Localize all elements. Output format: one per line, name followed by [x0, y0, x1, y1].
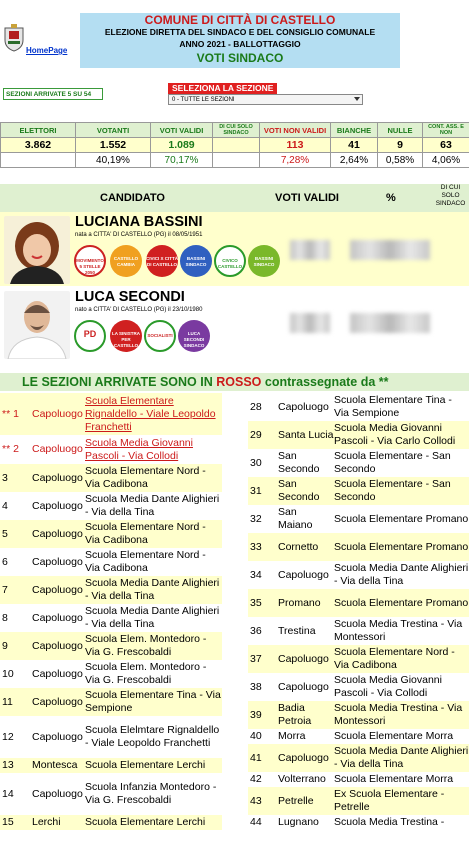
candidate-name: LUCIANA BASSINI [75, 214, 203, 230]
section-school: Scuola Media Trestina - [334, 816, 445, 828]
section-number: 34 [250, 568, 262, 581]
section-locality: San Maiano [278, 506, 313, 531]
comune-title: COMUNE DI CITTÀ DI CASTELLO [144, 13, 336, 27]
section-school: Scuola Infanzia Montedoro - Via G. Frescobaldi [85, 781, 217, 806]
stats-pct-solo-sindaco [213, 153, 260, 168]
section-locality: Capoluogo [32, 611, 83, 624]
section-school: Scuola Elelmtare Rignaldello - Viale Leopoldo Franchetti [85, 724, 220, 749]
section-number: 38 [250, 680, 262, 693]
section-row[interactable] [0, 632, 222, 660]
section-school: Scuola Media Dante Alighieri - Via della Tina [85, 605, 220, 630]
section-locality: Capoluogo [278, 400, 329, 413]
section-school: Scuola Elementare Morra [334, 730, 454, 742]
sections-legend-part3: contrassegnate da ** [261, 375, 389, 389]
section-locality: Lerchi [32, 815, 85, 830]
section-locality: Capoluogo [32, 520, 85, 548]
party-logo-m5s: MOVIMENTO 5 STELLE 2050 [74, 245, 106, 277]
section-row[interactable] [0, 716, 222, 758]
stats-pct-elettori [1, 153, 76, 168]
section-school: Scuola Elementare Lerchi [85, 815, 222, 830]
candidates-header-solo-sindaco: DI CUI SOLO SINDACO [435, 184, 466, 207]
section-row[interactable] [248, 645, 469, 673]
section-locality: Petrelle [278, 787, 334, 815]
section-number: 41 [248, 744, 278, 772]
votes-value-blurred [290, 240, 330, 260]
section-number: 11 [0, 688, 32, 716]
section-locality: Capoluogo [32, 730, 83, 743]
section-school: Scuola Elementare Tina - Via Sempione [334, 394, 452, 419]
party-logo-pd: PD [74, 320, 106, 352]
section-row[interactable] [248, 589, 469, 617]
section-number: 10 [2, 667, 14, 680]
section-school: Ex Scuola Elementare - Petrelle [334, 787, 469, 815]
election-year: ANNO 2021 - BALLOTTAGGIO [179, 39, 301, 49]
section-number: 40 [250, 730, 262, 742]
percent-value-blurred [350, 240, 430, 260]
section-locality: Capoluogo [32, 393, 85, 435]
section-number: 7 [0, 576, 32, 604]
section-locality: Lugnano [278, 816, 319, 828]
section-row[interactable] [0, 464, 222, 492]
section-number: 30 [250, 456, 262, 469]
section-row[interactable] [0, 435, 222, 464]
section-row[interactable] [0, 815, 222, 830]
section-row[interactable] [0, 576, 222, 604]
section-school: Scuola Media Trestina - Via Montessori [334, 701, 469, 729]
section-row[interactable] [0, 758, 222, 773]
section-locality: Capoluogo [32, 787, 83, 800]
section-row[interactable] [248, 815, 469, 830]
stats-value-contestate: 63 [423, 138, 469, 153]
section-row[interactable] [0, 393, 222, 435]
candidates-header-name: CANDIDATO [100, 192, 165, 204]
section-locality: Cornetto [278, 533, 334, 561]
section-row[interactable] [248, 533, 469, 561]
stats-pct-voti-validi: 70,17% [151, 153, 213, 168]
section-number: 9 [0, 632, 32, 660]
stats-percent-row [1, 153, 469, 168]
section-school: Scuola Elementare Promano [334, 512, 469, 525]
stats-value-elettori: 3.862 [1, 138, 76, 153]
sections-legend [0, 373, 469, 391]
stats-header-voti-validi: VOTI VALIDI [151, 123, 213, 138]
section-row[interactable] [0, 520, 222, 548]
section-row[interactable] [248, 561, 469, 589]
election-title: ELEZIONE DIRETTA DEL SINDACO E DEL CONSIGLIO COMUNALE [104, 27, 376, 37]
section-number: ** 1 [0, 393, 32, 435]
stats-pct-votanti: 40,19% [76, 153, 151, 168]
section-number: 37 [248, 645, 278, 673]
section-row[interactable] [248, 744, 469, 772]
section-number: 8 [2, 611, 8, 624]
section-number: 43 [248, 787, 278, 815]
stats-pct-non-validi: 7,28% [260, 153, 331, 168]
section-select[interactable] [168, 94, 363, 105]
section-school: Scuola Elementare Nord - Via Cadibona [334, 645, 469, 673]
section-locality: Promano [278, 589, 334, 617]
section-number: 39 [248, 701, 278, 729]
section-number: 42 [250, 773, 262, 785]
section-locality: Capoluogo [278, 744, 334, 772]
stats-pct-nulle: 0,58% [378, 153, 423, 168]
section-locality: Capoluogo [32, 555, 83, 568]
sections-arrived-counter: SEZIONI ARRIVATE 5 SU 54 [3, 88, 103, 100]
section-number: 14 [2, 787, 14, 800]
section-number: 29 [248, 421, 278, 449]
section-school: Scuola Elem. Montedoro - Via G. Frescobaldi [85, 632, 222, 660]
section-locality: Capoluogo [32, 632, 85, 660]
section-school: Scuola Media Trestina - Via Montessori [334, 618, 463, 643]
stats-value-nulle: 9 [378, 138, 423, 153]
section-school: Scuola Media Dante Alighieri - Via della Tina [85, 576, 222, 604]
section-school: Scuola Elementare Nord - Via Cadibona [85, 464, 222, 492]
section-row[interactable] [248, 772, 469, 787]
section-school-link[interactable]: Scuola Elementare Rignaldello - Viale Leopoldo Franchetti [85, 393, 222, 435]
section-school: Scuola Media Dante Alighieri - Via della Tina [334, 562, 469, 587]
candidates-header-votes: VOTI VALIDI [275, 192, 339, 204]
stats-pct-contestate: 4,06% [423, 153, 469, 168]
section-row[interactable] [248, 673, 469, 701]
votes-value-blurred [290, 313, 330, 333]
section-number: 6 [2, 555, 8, 568]
candidate-photo-avatar [4, 291, 70, 359]
section-number: ** 2 [2, 443, 19, 455]
section-locality: Capoluogo [32, 499, 83, 512]
stats-values-row [1, 138, 469, 153]
sections-legend-part1: LE SEZIONI ARRIVATE SONO IN [22, 375, 217, 389]
section-number: 35 [248, 589, 278, 617]
candidate-name: LUCA SECONDI [75, 289, 185, 305]
comune-crest-icon [2, 22, 26, 52]
section-school: Scuola Media Dante Alighieri - Via della Tina [85, 493, 220, 518]
stats-value-solo-sindaco [213, 138, 260, 153]
section-number: 12 [2, 730, 14, 743]
section-locality: Badia Petroia [278, 701, 334, 729]
section-locality: Capoluogo [32, 443, 83, 455]
candidates-header [0, 184, 469, 212]
section-row[interactable] [0, 773, 222, 815]
section-school: Scuola Elementare Lerchi [85, 758, 222, 773]
stats-header-nulle: NULLE [378, 123, 423, 138]
turnout-stats-table [0, 122, 469, 168]
candidate-photo-avatar [4, 216, 70, 284]
header-title-box [80, 13, 400, 68]
section-number: 5 [0, 520, 32, 548]
section-locality: Capoluogo [32, 576, 85, 604]
section-locality: Volterrano [278, 773, 326, 785]
section-school-link[interactable]: Scuola Media Giovanni Pascoli - Via Collodi [85, 436, 193, 462]
section-number: 36 [250, 624, 262, 637]
section-number: 31 [248, 477, 278, 505]
section-locality: Capoluogo [32, 688, 85, 716]
stats-value-voti-validi: 1.089 [151, 138, 213, 153]
candidate-birth-note: nata a CITTA' DI CASTELLO (PG) il 08/05/1951 [75, 232, 203, 238]
stats-header-solo-sindaco: DI CUI SOLO SINDACO [213, 123, 260, 138]
page-title: VOTI SINDACO [196, 51, 284, 65]
section-locality: Montesca [32, 758, 85, 773]
party-logo-secondi: LUCA SECONDI SINDACO [178, 320, 210, 352]
stats-header-non-validi: VOTI NON VALIDI [260, 123, 331, 138]
section-row[interactable] [248, 787, 469, 815]
chevron-down-icon [354, 97, 360, 101]
section-select-value: 0 - TUTTE LE SEZIONI [172, 97, 235, 103]
section-locality: San Secondo [278, 450, 320, 475]
party-logo-socialisti: SOCIALISTI [144, 320, 176, 352]
section-number: 3 [0, 464, 32, 492]
section-row[interactable] [248, 505, 469, 533]
sections-list-right [248, 393, 469, 830]
section-locality: Capoluogo [32, 464, 85, 492]
section-school: Scuola Elementare Nord - Via Cadibona [85, 549, 206, 574]
sections-list-left [0, 393, 222, 830]
section-row[interactable] [0, 604, 222, 632]
section-row[interactable] [0, 688, 222, 716]
section-row[interactable] [248, 701, 469, 729]
stats-header-bianche: BIANCHE [331, 123, 378, 138]
section-locality: Capoluogo [278, 645, 334, 673]
section-row[interactable] [248, 617, 469, 645]
stats-header-elettori: ELETTORI [1, 123, 76, 138]
section-locality: San Secondo [278, 477, 334, 505]
party-logo-bassini-1: BASSINI SINDACO [180, 245, 212, 277]
stats-value-non-validi: 113 [260, 138, 331, 153]
section-number: 4 [2, 499, 8, 512]
section-row[interactable] [248, 449, 469, 477]
section-row[interactable] [248, 729, 469, 744]
party-logo-bassini-2: BASSINI SINDACO [248, 245, 280, 277]
section-number: 15 [0, 815, 32, 830]
section-school: Scuola Elementare - San Secondo [334, 450, 451, 475]
section-school: Scuola Elementare - San Secondo [334, 477, 469, 505]
section-number: 33 [248, 533, 278, 561]
section-locality: Morra [278, 730, 306, 742]
section-locality: Capoluogo [278, 568, 329, 581]
section-school: Scuola Elementare Tina - Via Sempione [85, 689, 221, 714]
section-number: 44 [250, 816, 262, 828]
section-locality: Trestina [278, 624, 316, 637]
section-row[interactable] [0, 548, 222, 576]
stats-pct-bianche: 2,64% [331, 153, 378, 168]
stats-value-bianche: 41 [331, 138, 378, 153]
section-row[interactable] [248, 421, 469, 449]
homepage-link[interactable]: HomePage [26, 46, 68, 55]
section-school: Scuola Elem. Montedoro - Via G. Frescobaldi [85, 661, 207, 686]
section-row[interactable] [248, 477, 469, 505]
candidate-row [0, 287, 469, 361]
candidates-header-percent: % [386, 192, 396, 204]
section-number: 28 [250, 400, 262, 413]
section-number: 32 [250, 512, 262, 525]
section-school: Scuola Media Giovanni Pascoli - Via Collodi [334, 674, 442, 699]
party-logo-civico: CIVICO CASTELLO [214, 245, 246, 277]
section-locality: Santa Lucia [278, 421, 334, 449]
percent-value-blurred [350, 313, 430, 333]
section-school: Scuola Media Dante Alighieri - Via della Tina [334, 745, 469, 770]
candidate-birth-note: nato a CITTA' DI CASTELLO (PG) il 23/10/1980 [75, 307, 203, 313]
sections-legend-red-word: ROSSO [216, 375, 262, 389]
stats-header-votanti: VOTANTI [76, 123, 151, 138]
section-row[interactable] [248, 393, 469, 421]
section-select-label: SELEZIONA LA SEZIONE [168, 83, 277, 94]
stats-header-row [1, 123, 469, 138]
stats-value-votanti: 1.552 [76, 138, 151, 153]
section-school: Scuola Elementare Promano [334, 533, 469, 561]
stats-header-contestate: CONT. ASS. E NON [423, 123, 469, 138]
section-school: Scuola Elementare Morra [334, 773, 454, 785]
section-row[interactable] [0, 492, 222, 520]
section-row[interactable] [0, 660, 222, 688]
section-number: 13 [0, 758, 32, 773]
section-locality: Capoluogo [32, 667, 83, 680]
section-school: Scuola Elementare Nord - Via Cadibona [85, 520, 222, 548]
candidate-row [0, 212, 469, 286]
party-logo-castello-cambia: CASTELLO CAMBIA [110, 245, 142, 277]
party-logo-civici: CIVICI X CITTÀ DI CASTELLO [146, 245, 178, 277]
party-logo-sinistra: LA SINISTRA PER CASTELLO [110, 320, 142, 352]
section-locality: Capoluogo [278, 680, 329, 693]
section-school: Scuola Elementare Promano [334, 589, 469, 617]
section-school: Scuola Media Giovanni Pascoli - Via Carlo Collodi [334, 421, 469, 449]
